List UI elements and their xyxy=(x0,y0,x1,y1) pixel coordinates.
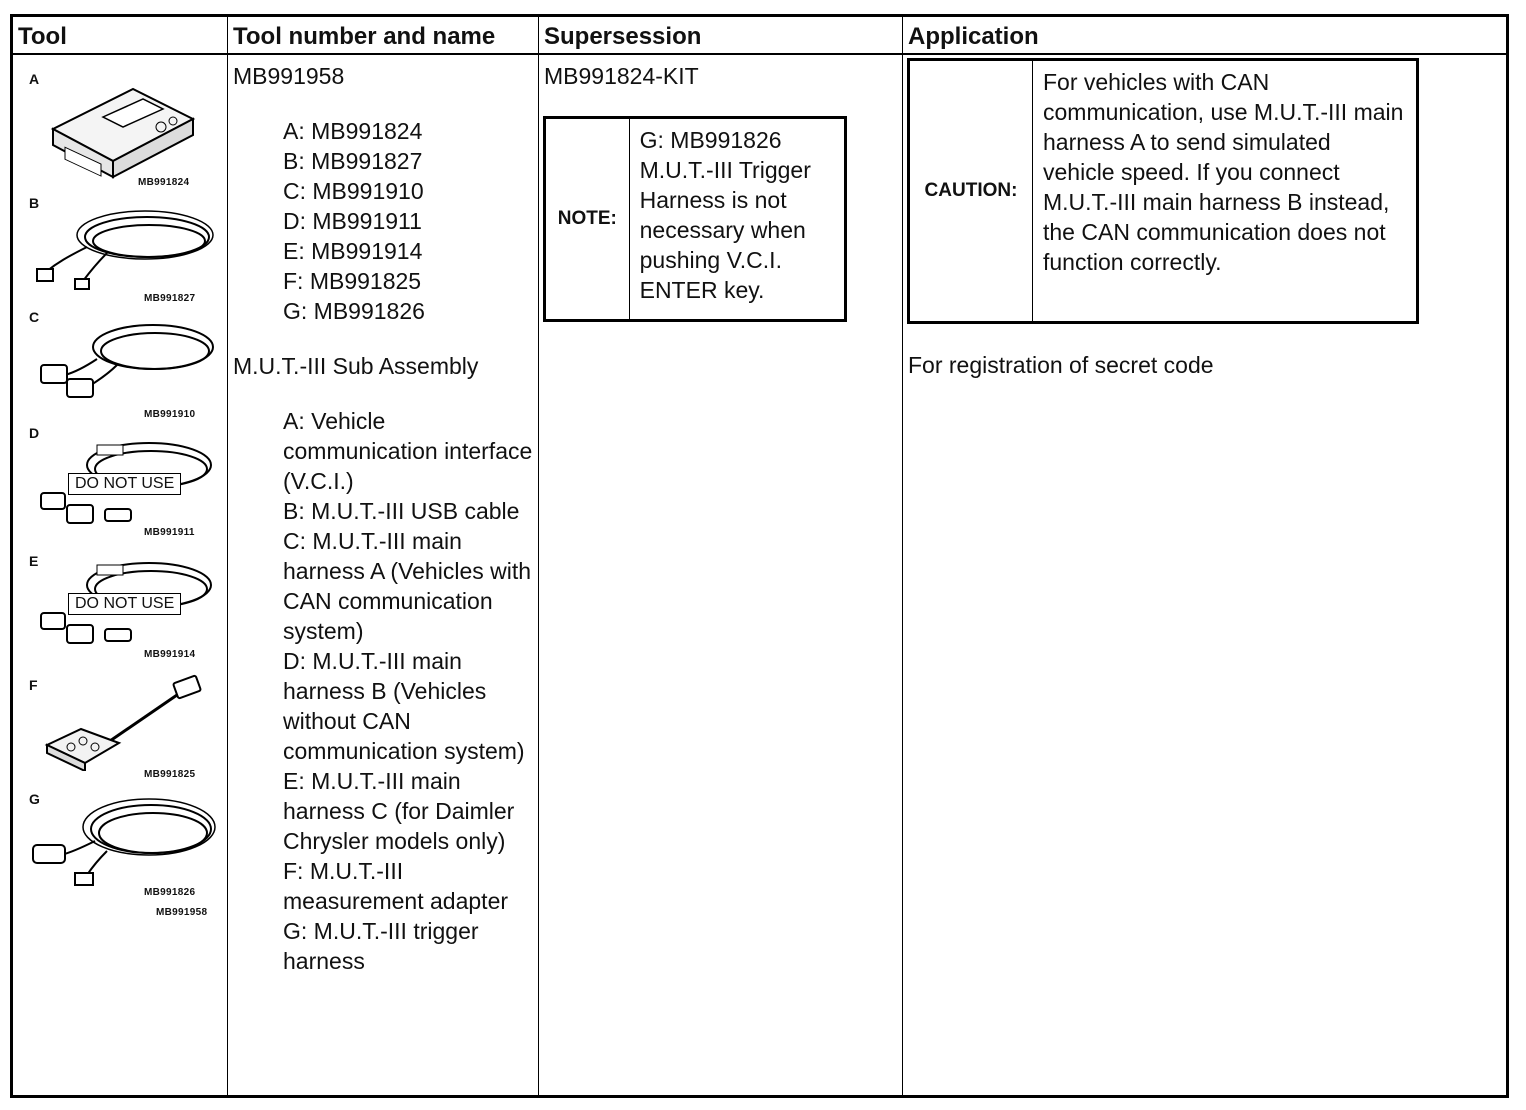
tool-part-number: MB991911 xyxy=(144,527,195,538)
tool-letter: D xyxy=(29,425,40,441)
tool-letter: A xyxy=(29,71,40,87)
tool-letter: C xyxy=(29,309,40,325)
main-harness-a-illustration xyxy=(27,313,217,413)
kit-number: MB991958 xyxy=(233,63,345,89)
tool-part-number: MB991825 xyxy=(144,769,196,780)
column-divider xyxy=(538,17,539,1095)
tool-table xyxy=(10,14,1509,1098)
vci-device-illustration xyxy=(43,79,203,179)
kit-items-list xyxy=(283,116,533,326)
tool-part-number: MB991824 xyxy=(138,177,190,188)
do-not-use-stamp: DO NOT USE xyxy=(68,593,181,615)
kit-part-number: MB991958 xyxy=(156,907,208,918)
tool-letter: E xyxy=(29,553,39,569)
column-divider xyxy=(902,17,903,1095)
caution-text: For vehicles with CAN communication, use M.U.T.-III main harness A to send simulated vehicle speed. If you connect M.U.T.-III main harness B instead, the CAN communication does not function correctly. xyxy=(1043,69,1404,275)
header-divider xyxy=(13,53,1506,55)
tool-part-number: MB991914 xyxy=(144,649,196,660)
note-text: G: MB991826 M.U.T.-III Trigger Harness is not necessary when pushing V.C.I. ENTER key. xyxy=(639,127,811,303)
note-label: NOTE: xyxy=(546,119,630,319)
list-item: B: M.U.T.-III USB cable xyxy=(283,498,520,524)
list-item: A: MB991824 xyxy=(283,118,423,144)
list-item: E: MB991914 xyxy=(283,238,423,264)
list-item: F: M.U.T.-III measurement adapter xyxy=(283,858,509,914)
supersession-value: MB991824-KIT xyxy=(544,63,699,89)
header-tool: Tool xyxy=(18,23,67,50)
note-box xyxy=(543,116,847,322)
column-divider xyxy=(227,17,228,1095)
trigger-harness-illustration xyxy=(27,793,217,893)
list-item: D: M.U.T.-III main harness B (Vehicles without CAN communication system) xyxy=(283,648,525,764)
list-item: D: MB991911 xyxy=(283,208,422,234)
list-item: C: MB991910 xyxy=(283,178,424,204)
sub-assembly-title: M.U.T.-III Sub Assembly xyxy=(233,353,479,379)
sub-assembly-list xyxy=(283,406,533,976)
tool-letter: G xyxy=(29,791,40,807)
do-not-use-stamp: DO NOT USE xyxy=(68,473,181,495)
tool-part-number: MB991910 xyxy=(144,409,196,420)
header-supersession: Supersession xyxy=(544,23,702,50)
list-item: F: MB991825 xyxy=(283,268,422,294)
caution-label: CAUTION: xyxy=(910,61,1033,321)
tool-letter: F xyxy=(29,677,38,693)
list-item: A: Vehicle communication interface (V.C.I.) xyxy=(283,408,533,494)
tool-letter: B xyxy=(29,195,40,211)
tool-part-number: MB991826 xyxy=(144,887,196,898)
header-tool-number-name: Tool number and name xyxy=(233,23,496,50)
caution-box xyxy=(907,58,1419,324)
list-item: C: M.U.T.-III main harness A (Vehicles with CAN communication system) xyxy=(283,528,532,644)
header-application: Application xyxy=(908,23,1039,50)
list-item: E: M.U.T.-III main harness C (for Daimler Chrysler models only) xyxy=(283,768,515,854)
list-item: G: MB991826 xyxy=(283,298,425,324)
list-item: B: MB991827 xyxy=(283,148,423,174)
tool-part-number: MB991827 xyxy=(144,293,196,304)
usb-cable-illustration xyxy=(27,197,217,297)
measurement-adapter-illustration xyxy=(37,671,207,771)
application-text: For registration of secret code xyxy=(908,352,1214,378)
list-item: G: M.U.T.-III trigger harness xyxy=(283,918,479,974)
